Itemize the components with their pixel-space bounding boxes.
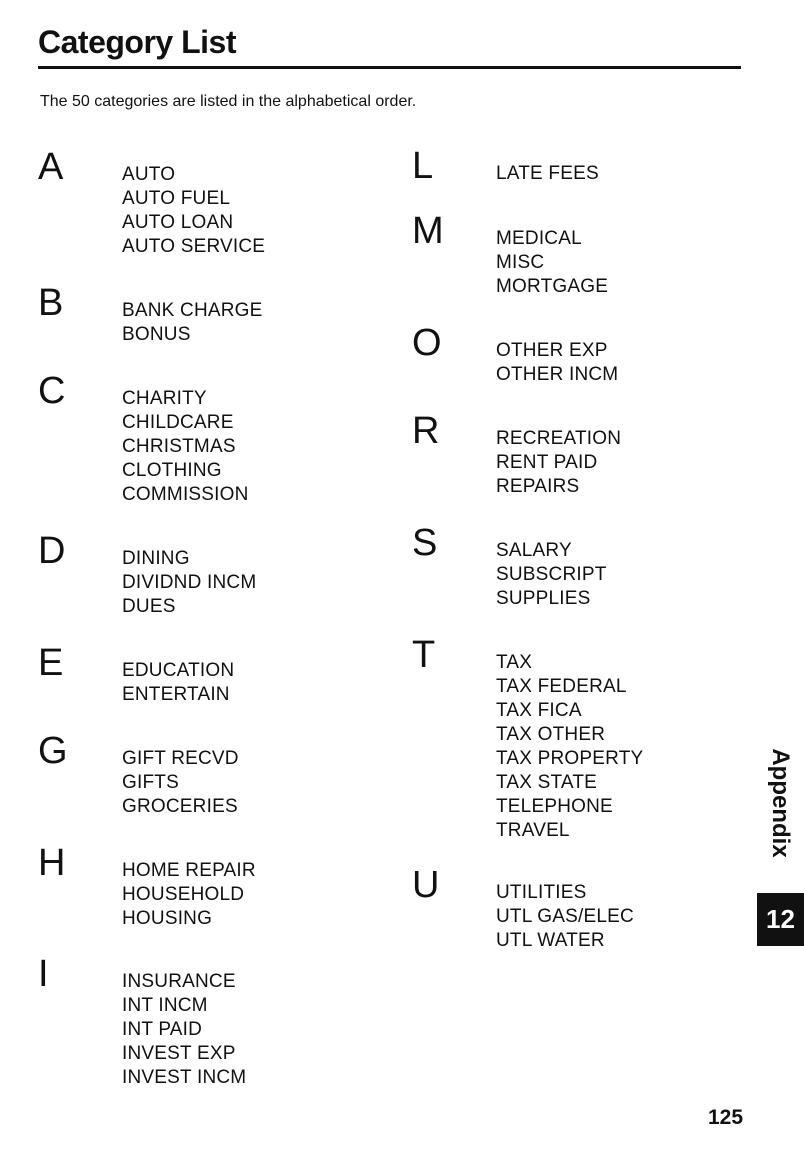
category-item: INSURANCE	[122, 971, 236, 992]
category-item: AUTO SERVICE	[122, 236, 266, 257]
category-item: SALARY	[496, 540, 572, 561]
category-item: GIFT RECVD	[122, 748, 239, 769]
category-item: TELEPHONE	[496, 796, 613, 817]
group-letter: U	[412, 864, 440, 906]
category-list	[496, 881, 634, 953]
category-item: CHILDCARE	[122, 412, 234, 433]
category-item: TRAVEL	[496, 820, 570, 841]
category-list	[496, 227, 608, 299]
group-letter: H	[38, 842, 66, 884]
category-item: AUTO FUEL	[122, 188, 231, 209]
category-list	[122, 387, 249, 507]
category-item: TAX FEDERAL	[496, 676, 627, 697]
category-item: AUTO LOAN	[122, 212, 234, 233]
category-list	[122, 747, 239, 819]
category-list	[122, 970, 246, 1090]
category-item: OTHER EXP	[496, 340, 608, 361]
group-letter: I	[38, 953, 49, 995]
category-item: GIFTS	[122, 772, 179, 793]
category-item: DUES	[122, 596, 176, 617]
category-item: OTHER INCM	[496, 364, 619, 385]
category-item: UTILITIES	[496, 882, 587, 903]
category-item: MISC	[496, 252, 545, 273]
intro-text: The 50 categories are listed in the alphabetical order.	[40, 93, 417, 110]
category-item: DINING	[122, 548, 190, 569]
category-item: TAX STATE	[496, 772, 598, 793]
category-item: MORTGAGE	[496, 276, 609, 297]
group-letter: C	[38, 370, 66, 412]
category-list	[122, 659, 234, 707]
category-item: UTL GAS/ELEC	[496, 906, 634, 927]
category-item: EDUCATION	[122, 660, 235, 681]
category-item: RENT PAID	[496, 452, 598, 473]
group-letter: D	[38, 530, 66, 572]
category-item: INVEST INCM	[122, 1067, 247, 1088]
page-title: Category List	[38, 24, 236, 60]
category-item: RECREATION	[496, 428, 622, 449]
group-letter: M	[412, 210, 444, 252]
category-item: BONUS	[122, 324, 191, 345]
category-list	[122, 859, 256, 931]
category-item: TAX	[496, 652, 533, 673]
category-item: BANK CHARGE	[122, 300, 263, 321]
category-list	[496, 539, 607, 611]
category-item: HOUSEHOLD	[122, 884, 245, 905]
category-item: TAX OTHER	[496, 724, 606, 745]
group-letter: L	[412, 145, 434, 187]
group-letter: A	[38, 146, 64, 188]
group-letter: R	[412, 410, 440, 452]
category-item: INT PAID	[122, 1019, 203, 1040]
category-item: COMMISSION	[122, 484, 249, 505]
category-item: UTL WATER	[496, 930, 605, 951]
category-item: CHARITY	[122, 388, 207, 409]
group-letter: B	[38, 282, 64, 324]
category-item: TAX PROPERTY	[496, 748, 644, 769]
category-item: DIVIDND INCM	[122, 572, 257, 593]
category-item: SUBSCRIPT	[496, 564, 607, 585]
group-letter: O	[412, 322, 442, 364]
category-item: AUTO	[122, 164, 176, 185]
category-list	[122, 547, 256, 619]
category-item: MEDICAL	[496, 228, 582, 249]
appendix-tab-label	[758, 738, 802, 868]
category-item: INVEST EXP	[122, 1043, 236, 1064]
category-list	[122, 299, 263, 347]
category-item: LATE FEES	[496, 163, 599, 184]
category-item: HOUSING	[122, 908, 213, 929]
category-item: INT INCM	[122, 995, 208, 1016]
group-letter: S	[412, 522, 438, 564]
group-letter: T	[412, 634, 436, 676]
page-number: 125	[708, 1106, 744, 1129]
group-letter: E	[38, 642, 64, 684]
category-item: TAX FICA	[496, 700, 582, 721]
category-list	[496, 339, 618, 387]
category-list	[496, 427, 621, 499]
chapter-number-tab: 12	[757, 893, 804, 946]
category-list	[122, 163, 265, 259]
group-letter: G	[38, 730, 68, 772]
category-item: ENTERTAIN	[122, 684, 230, 705]
category-item: HOME REPAIR	[122, 860, 256, 881]
category-item: CHRISTMAS	[122, 436, 236, 457]
category-item: REPAIRS	[496, 476, 580, 497]
category-item: SUPPLIES	[496, 588, 591, 609]
category-list	[496, 162, 599, 186]
appendix-tab-text: Appendix	[767, 748, 794, 858]
category-item: GROCERIES	[122, 796, 238, 817]
category-item: CLOTHING	[122, 460, 222, 481]
title-rule	[38, 66, 741, 69]
category-list	[496, 651, 643, 843]
